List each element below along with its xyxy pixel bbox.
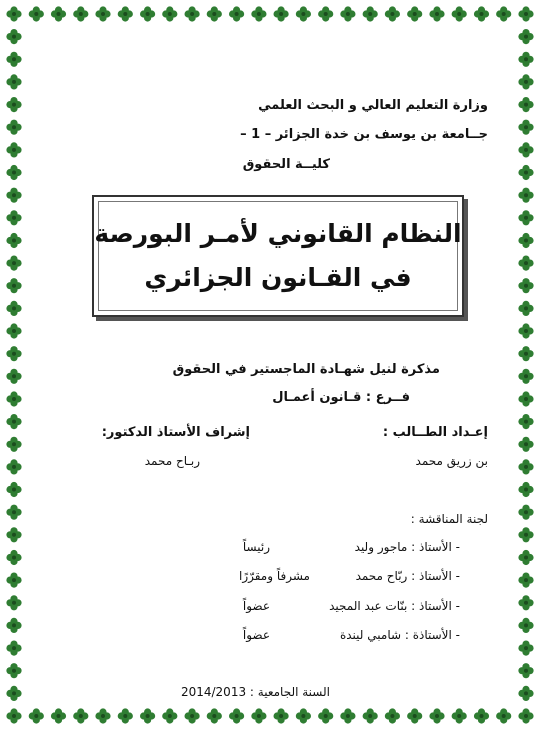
clover-ornament-icon xyxy=(6,120,21,135)
clover-ornament-icon xyxy=(518,505,533,520)
ministry-name: وزارة التعليم العالي و البحث العلمي xyxy=(258,98,488,113)
clover-ornament-icon xyxy=(6,256,21,271)
degree-statement: مذكرة لنيل شهـادة الماجستير في الحقوق xyxy=(172,362,440,377)
clover-ornament-icon xyxy=(185,708,200,723)
committee-member-role: مشرفاً ومقرّرًا xyxy=(238,569,310,583)
clover-ornament-icon xyxy=(6,29,21,44)
clover-ornament-icon xyxy=(518,414,533,429)
clover-ornament-icon xyxy=(73,6,88,21)
clover-ornament-icon xyxy=(6,52,21,67)
clover-ornament-icon xyxy=(6,210,21,225)
clover-ornament-icon xyxy=(6,278,21,293)
clover-ornament-icon xyxy=(518,437,533,452)
committee-member-name: - الأستاذ : ربّاح محمد xyxy=(355,569,460,583)
clover-ornament-icon xyxy=(51,6,66,21)
supervisor-name: ربـاح محمد xyxy=(144,454,200,468)
clover-ornament-icon xyxy=(229,6,244,21)
clover-ornament-icon xyxy=(6,346,21,361)
clover-ornament-icon xyxy=(6,233,21,248)
committee-member-role: عضواً xyxy=(242,599,270,613)
clover-ornament-icon xyxy=(407,708,422,723)
clover-ornament-icon xyxy=(6,97,21,112)
clover-ornament-icon xyxy=(185,6,200,21)
clover-ornament-icon xyxy=(6,550,21,565)
thesis-title-line-2: في القـانون الجزائري xyxy=(144,263,412,292)
clover-ornament-icon xyxy=(6,414,21,429)
clover-ornament-icon xyxy=(518,459,533,474)
clover-ornament-icon xyxy=(6,142,21,157)
thesis-title-line-1: النظام القانوني لأمـر البورصة xyxy=(94,219,462,248)
clover-ornament-icon xyxy=(6,188,21,203)
clover-ornament-icon xyxy=(318,6,333,21)
clover-ornament-icon xyxy=(29,708,44,723)
clover-ornament-icon xyxy=(518,663,533,678)
committee-member-role: عضواً xyxy=(242,628,270,642)
clover-ornament-icon xyxy=(518,391,533,406)
clover-ornament-icon xyxy=(207,6,222,21)
clover-ornament-icon xyxy=(429,6,444,21)
committee-member-name: - الأستاذ : ماجور وليد xyxy=(354,540,460,554)
university-name: جــامعة بن يوسف بن خدة الجزائر – 1 – xyxy=(240,127,488,142)
clover-ornament-icon xyxy=(118,6,133,21)
clover-ornament-icon xyxy=(118,708,133,723)
clover-ornament-icon xyxy=(6,641,21,656)
clover-ornament-icon xyxy=(6,391,21,406)
thesis-title-box xyxy=(92,195,464,317)
clover-ornament-icon xyxy=(518,29,533,44)
faculty-name: كليــة الحقوق xyxy=(242,157,330,172)
committee-member-name: - الأستاذة : شامبي ليندة xyxy=(339,628,460,642)
committee-member-1 xyxy=(243,540,460,554)
clover-ornament-icon xyxy=(518,527,533,542)
clover-ornament-icon xyxy=(474,6,489,21)
committee-member-name: - الأستاذ : بنّات عبد المجيد xyxy=(329,599,460,613)
clover-ornament-icon xyxy=(6,573,21,588)
committee-member-2 xyxy=(239,569,460,583)
clover-ornament-icon xyxy=(251,708,266,723)
supervisor-label: إشراف الأستاذ الدكتور: xyxy=(101,425,250,440)
clover-ornament-icon xyxy=(162,708,177,723)
clover-ornament-icon xyxy=(6,301,21,316)
clover-ornament-icon xyxy=(6,595,21,610)
clover-ornament-icon xyxy=(229,708,244,723)
clover-ornament-icon xyxy=(518,641,533,656)
clover-ornament-icon xyxy=(518,618,533,633)
clover-ornament-icon xyxy=(518,595,533,610)
clover-ornament-icon xyxy=(6,165,21,180)
clover-ornament-icon xyxy=(518,210,533,225)
clover-ornament-icon xyxy=(6,527,21,542)
clover-ornament-icon xyxy=(6,482,21,497)
clover-ornament-icon xyxy=(518,256,533,271)
clover-ornament-icon xyxy=(518,97,533,112)
clover-ornament-icon xyxy=(518,369,533,384)
clover-ornament-icon xyxy=(73,708,88,723)
clover-ornament-icon xyxy=(407,6,422,21)
clover-ornament-icon xyxy=(95,6,110,21)
clover-ornament-icon xyxy=(518,120,533,135)
clover-ornament-icon xyxy=(518,301,533,316)
clover-ornament-icon xyxy=(385,6,400,21)
clover-ornament-icon xyxy=(296,6,311,21)
clover-ornament-icon xyxy=(518,74,533,89)
clover-ornament-icon xyxy=(518,708,533,723)
student-name: بن زريق محمد xyxy=(415,454,488,468)
clover-ornament-icon xyxy=(6,369,21,384)
clover-ornament-icon xyxy=(296,708,311,723)
clover-ornament-icon xyxy=(518,482,533,497)
clover-ornament-icon xyxy=(140,708,155,723)
clover-ornament-icon xyxy=(363,6,378,21)
clover-ornament-icon xyxy=(363,708,378,723)
student-label: إعـداد الطــالب : xyxy=(382,425,488,440)
clover-ornament-icon xyxy=(496,708,511,723)
clover-ornament-icon xyxy=(518,233,533,248)
clover-ornament-icon xyxy=(518,323,533,338)
clover-ornament-icon xyxy=(6,686,21,701)
clover-ornament-icon xyxy=(6,618,21,633)
clover-ornament-icon xyxy=(51,708,66,723)
clover-ornament-icon xyxy=(385,708,400,723)
clover-ornament-icon xyxy=(6,323,21,338)
clover-ornament-icon xyxy=(496,6,511,21)
clover-ornament-icon xyxy=(518,188,533,203)
clover-ornament-icon xyxy=(452,6,467,21)
clover-ornament-icon xyxy=(162,6,177,21)
academic-year: السنة الجامعية : 2014/2013 xyxy=(180,685,330,699)
clover-ornament-icon xyxy=(518,52,533,67)
clover-ornament-icon xyxy=(140,6,155,21)
clover-ornament-icon xyxy=(518,278,533,293)
branch-label: فــرع : قـانون أعمـال xyxy=(272,390,410,405)
clover-ornament-icon xyxy=(518,6,533,21)
clover-ornament-icon xyxy=(474,708,489,723)
title-page xyxy=(40,40,500,699)
clover-ornament-icon xyxy=(6,663,21,678)
clover-ornament-icon xyxy=(6,6,21,21)
clover-ornament-icon xyxy=(340,708,355,723)
committee-member-3 xyxy=(243,599,460,613)
clover-ornament-icon xyxy=(429,708,444,723)
clover-ornament-icon xyxy=(518,142,533,157)
clover-ornament-icon xyxy=(6,459,21,474)
clover-ornament-icon xyxy=(518,165,533,180)
clover-ornament-icon xyxy=(6,708,21,723)
committee-heading: لجنة المناقشة : xyxy=(410,512,488,526)
clover-ornament-icon xyxy=(251,6,266,21)
clover-ornament-icon xyxy=(95,708,110,723)
committee-member-4 xyxy=(243,628,460,642)
clover-ornament-icon xyxy=(29,6,44,21)
clover-ornament-icon xyxy=(518,573,533,588)
clover-ornament-icon xyxy=(274,6,289,21)
clover-ornament-icon xyxy=(6,437,21,452)
clover-ornament-icon xyxy=(274,708,289,723)
clover-ornament-icon xyxy=(207,708,222,723)
clover-ornament-icon xyxy=(452,708,467,723)
clover-ornament-icon xyxy=(6,505,21,520)
committee-member-role: رئيساً xyxy=(242,540,270,554)
clover-ornament-icon xyxy=(518,550,533,565)
clover-ornament-icon xyxy=(518,346,533,361)
clover-ornament-icon xyxy=(340,6,355,21)
clover-ornament-icon xyxy=(6,74,21,89)
clover-ornament-icon xyxy=(518,686,533,701)
clover-ornament-icon xyxy=(318,708,333,723)
